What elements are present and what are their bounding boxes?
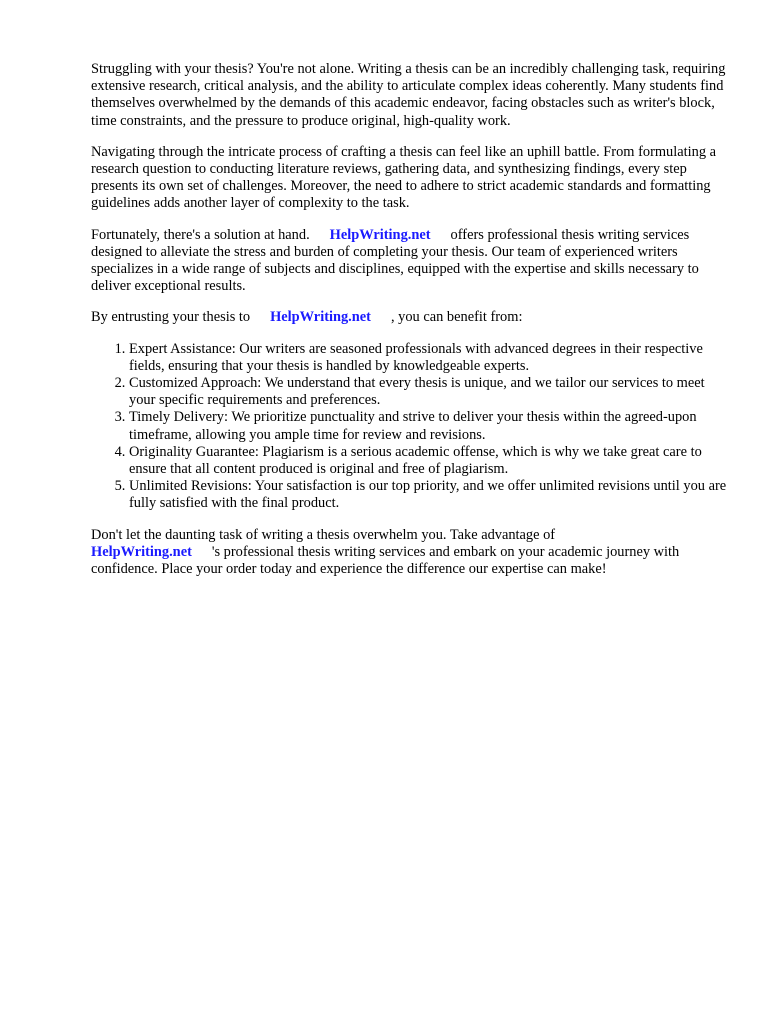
list-item: 3. Timely Delivery: We prioritize punctuality and strive to deliver your thesis within the agreed-upon timeframe, allowing you ample time for review and revisions.	[129, 409, 731, 443]
solution-text-before: Fortunately, there's a solution at hand.	[91, 226, 310, 243]
closing-text-before: Don't let the daunting task of writing a thesis overwhelm you. Take advantage of	[91, 526, 556, 543]
process-paragraph: Navigating through the intricate process of crafting a thesis can feel like an uphill battle. From formulating a research question to conducting literature reviews, gathering data, and synthesizing findings, every step presents its own set of challenges. Moreover, the need to adhere to strict academic standards and formatting guidelines adds another layer of complexity to the task.	[91, 143, 717, 212]
benefits-intro-before: By entrusting your thesis to	[91, 309, 251, 326]
list-item: 1. Expert Assistance: Our writers are seasoned professionals with advanced degrees in their respective fields, ensuring that your thesis is handled by knowledgeable experts.	[129, 341, 731, 375]
helpwriting-link[interactable]: HelpWriting.net	[329, 226, 431, 243]
list-item: 5. Unlimited Revisions: Your satisfaction is our top priority, and we offer unlimited revisions until you are fully satisfied with the final product.	[129, 478, 731, 512]
benefits-list	[91, 341, 731, 513]
list-item: 4. Originality Guarantee: Plagiarism is a serious academic offense, which is why we take great care to ensure that all content produced is original and free of plagiarism.	[129, 444, 731, 478]
helpwriting-link[interactable]: HelpWriting.net	[270, 309, 371, 326]
benefits-intro-after: , you can benefit from:	[390, 309, 523, 326]
closing-paragraph	[91, 527, 731, 579]
solution-text-after: offers professional thesis writing services designed to alleviate the stress and burden of completing your thesis. Our team of experienced writers specializes in a wide range of subjects and disciplines, equipped with the expertise and skills necessary to deliver exceptional results.	[91, 226, 699, 295]
document-page	[91, 61, 731, 592]
helpwriting-link[interactable]: HelpWriting.net	[91, 543, 192, 560]
intro-paragraph: Struggling with your thesis? You're not alone. Writing a thesis can be an incredibly challenging task, requiring extensive research, critical analysis, and the ability to articulate complex ideas coherently. Many students find themselves overwhelmed by the demands of this academic endeavor, facing obstacles such as writer's block, time constraints, and the pressure to produce original, high-quality work.	[91, 61, 726, 129]
closing-text-after: 's professional thesis writing services and embark on your academic journey with confidence. Place your order today and experience the difference our expertise can make!	[91, 543, 680, 578]
solution-paragraph	[91, 227, 731, 296]
list-item: 2. Customized Approach: We understand that every thesis is unique, and we tailor our services to meet your specific requirements and preferences.	[129, 375, 731, 409]
benefits-intro-paragraph	[91, 309, 731, 326]
